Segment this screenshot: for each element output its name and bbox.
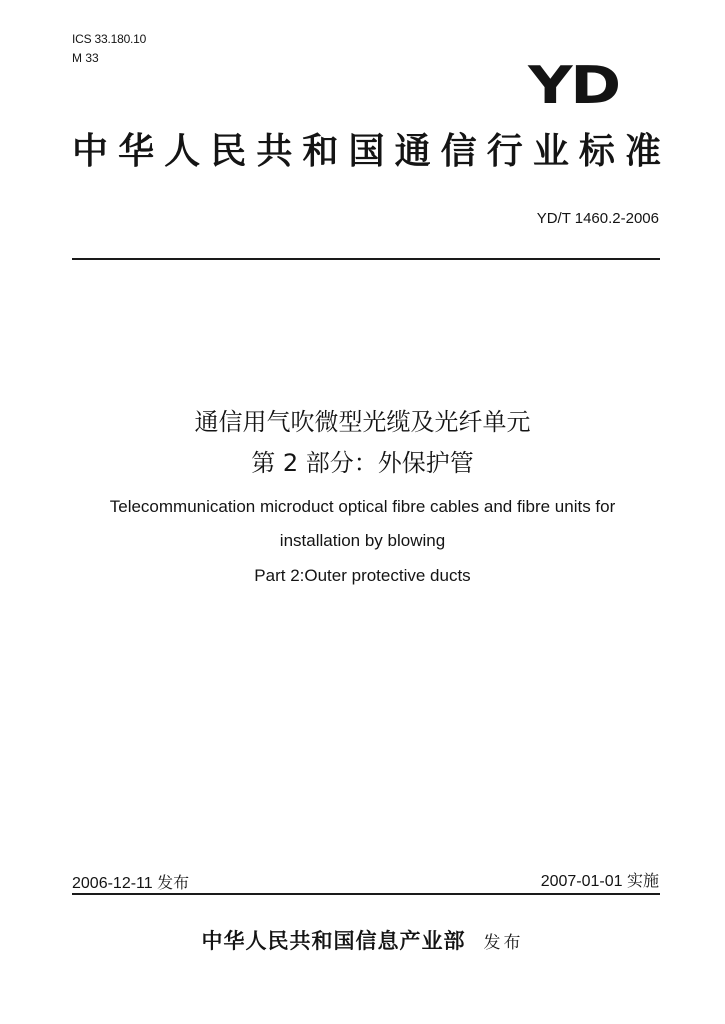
yd-logo: YD [528, 56, 619, 116]
implement-date: 2007-01-01 实施 [540, 873, 659, 890]
classification-code: M 33 [72, 51, 99, 65]
standard-code: YD/T 1460.2-2006 [536, 210, 659, 227]
en-title-line2: installation by blowing [279, 531, 446, 550]
issued-label: 发布 [483, 933, 524, 953]
publisher-name: 中华人民共和国信息产业部 [201, 928, 466, 953]
publisher-line [0, 927, 725, 957]
ics-code: ICS 33.180.10 [72, 32, 147, 46]
bottom-divider [72, 893, 660, 895]
cn-title-line1: 通信用气吹微型光缆及光纤单元 [194, 408, 531, 436]
en-title-line3: Part 2:Outer protective ducts [254, 566, 471, 585]
release-date: 2006-12-11 发布 [72, 875, 190, 892]
cn-title-line2: 第 2 部分：外保护管 [251, 449, 474, 477]
standard-title: 中华人民共和国通信行业标准 [72, 131, 662, 172]
top-divider [72, 258, 660, 260]
en-title-line1: Telecommunication microduct optical fibre cables and fibre units for [109, 497, 616, 516]
